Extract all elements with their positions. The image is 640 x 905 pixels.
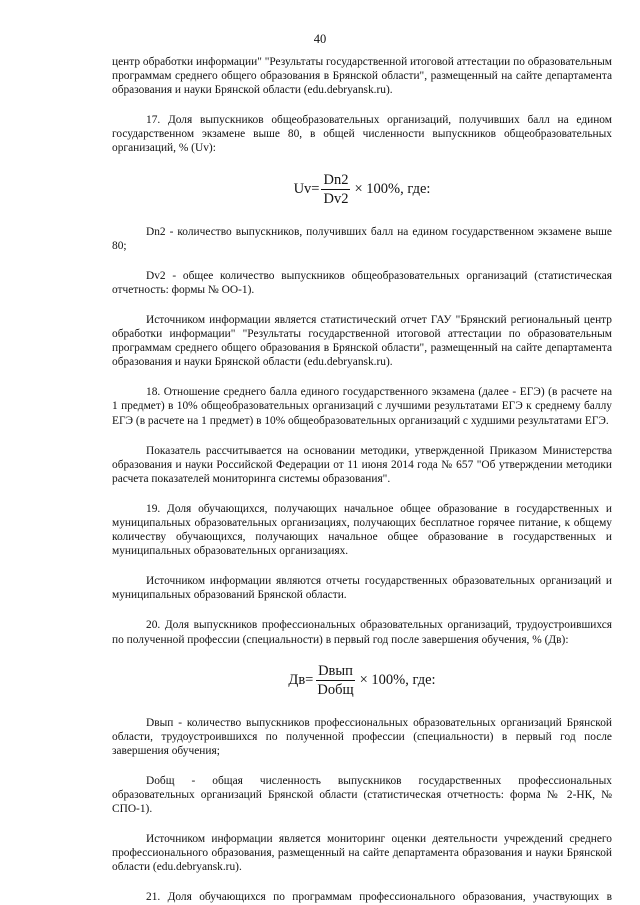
- document-body: [112, 55, 612, 905]
- formula-dv: [112, 663, 612, 698]
- formula-dv-right: × 100%, где:: [359, 672, 436, 689]
- formula-dv-numerator: Dвып: [318, 662, 353, 679]
- paragraph-item-17: 17. Доля выпускников общеобразовательных организаций, получивших балл на едином государственном экзамене выше 80, в общей численности выпускников общеобразовательных организаций, % (Uv):: [112, 114, 612, 155]
- paragraph-dn2-definition: Dn2 - количество выпускников, получивших балл на едином государственном экзамене выше 80;: [112, 225, 612, 252]
- formula-uv-numerator: Dn2: [323, 171, 349, 188]
- formula-uv-right: × 100%, где:: [354, 181, 431, 198]
- paragraph-methodology-18: Показатель рассчитывается на основании методики, утвержденной Приказом Министерства образования и науки Российской Федерации от 11 июня 2014 года № 657 "Об утверждении методики расчета показателей мониторинга системы образования".: [112, 444, 612, 485]
- page-number: 40: [313, 32, 327, 46]
- formula-uv: [112, 172, 612, 207]
- paragraph-dvyp-definition: Dвып - количество выпускников профессиональных образовательных организаций Брянской области, трудоустроившихся по полученной профессии (специальности) в первый год после завершения обучения;: [112, 716, 612, 757]
- formula-uv-left: Uv=: [293, 181, 320, 198]
- paragraph-dv2-definition: Dv2 - общее количество выпускников общеобразовательных организаций (статистическая отчетность: формы № ОО-1).: [112, 269, 612, 296]
- paragraph-source-17: Источником информации является статистический отчет ГАУ "Брянский региональный центр обработки информации" "Результаты государственной итоговой аттестации по образовательным программам среднего общего образования в Брянской области", размещенный на сайте департамента образования и науки Брянской области (edu.debryansk.ru).: [112, 313, 612, 369]
- paragraph-item-18: 18. Отношение среднего балла единого государственного экзамена (далее - ЕГЭ) (в расчете на 1 предмет) в 10% общеобразовательных организаций с лучшими результатами ЕГЭ к среднему баллу ЕГЭ (в расчете на 1 предмет) в 10% общеобразовательных организаций с худшими результатами ЕГЭ.: [112, 386, 612, 427]
- paragraph-source-19: Источником информации являются отчеты государственных образовательных организаций и муниципальных образований Брянской области.: [112, 575, 612, 602]
- paragraph-item-21: 21. Доля обучающихся по программам профессионального образования, участвующих в: [146, 891, 612, 904]
- formula-dv-fraction: [315, 663, 355, 698]
- paragraph-source-20: Источником информации является мониторинг оценки деятельности учреждений среднего профессионального образования, размещенный на сайте департамента образования и науки Брянской области (edu.debryansk.ru).: [112, 833, 612, 874]
- formula-dv-denominator: Dобщ: [317, 681, 354, 698]
- formula-dv-left: Дв=: [288, 672, 314, 689]
- paragraph-dobsch-definition: Dобщ - общая численность выпускников государственных профессиональных образовательных организаций Брянской области (статистическая отчетность: форма № 2-НК, № СПО-1).: [112, 774, 612, 816]
- paragraph-continuation: центр обработки информации" "Результаты государственной итоговой аттестации по образовательным программам среднего общего образования в Брянской области", размещенный на сайте департамента образования и науки Брянской области (edu.debryansk.ru).: [112, 56, 612, 97]
- paragraph-item-19: 19. Доля обучающихся, получающих начальное общее образование в государственных и муниципальных образовательных организациях, получающих бесплатное горячее питание, к общему количеству обучающихся, получающих начальное общее образование в государственных и муниципальных образовательных организациях.: [112, 502, 612, 558]
- formula-uv-fraction: [321, 172, 350, 207]
- formula-uv-denominator: Dv2: [323, 190, 349, 207]
- paragraph-item-20: 20. Доля выпускников профессиональных образовательных организаций, трудоустроившихся по полученной профессии (специальности) в первый год после завершения обучения, % (Дв):: [112, 619, 612, 646]
